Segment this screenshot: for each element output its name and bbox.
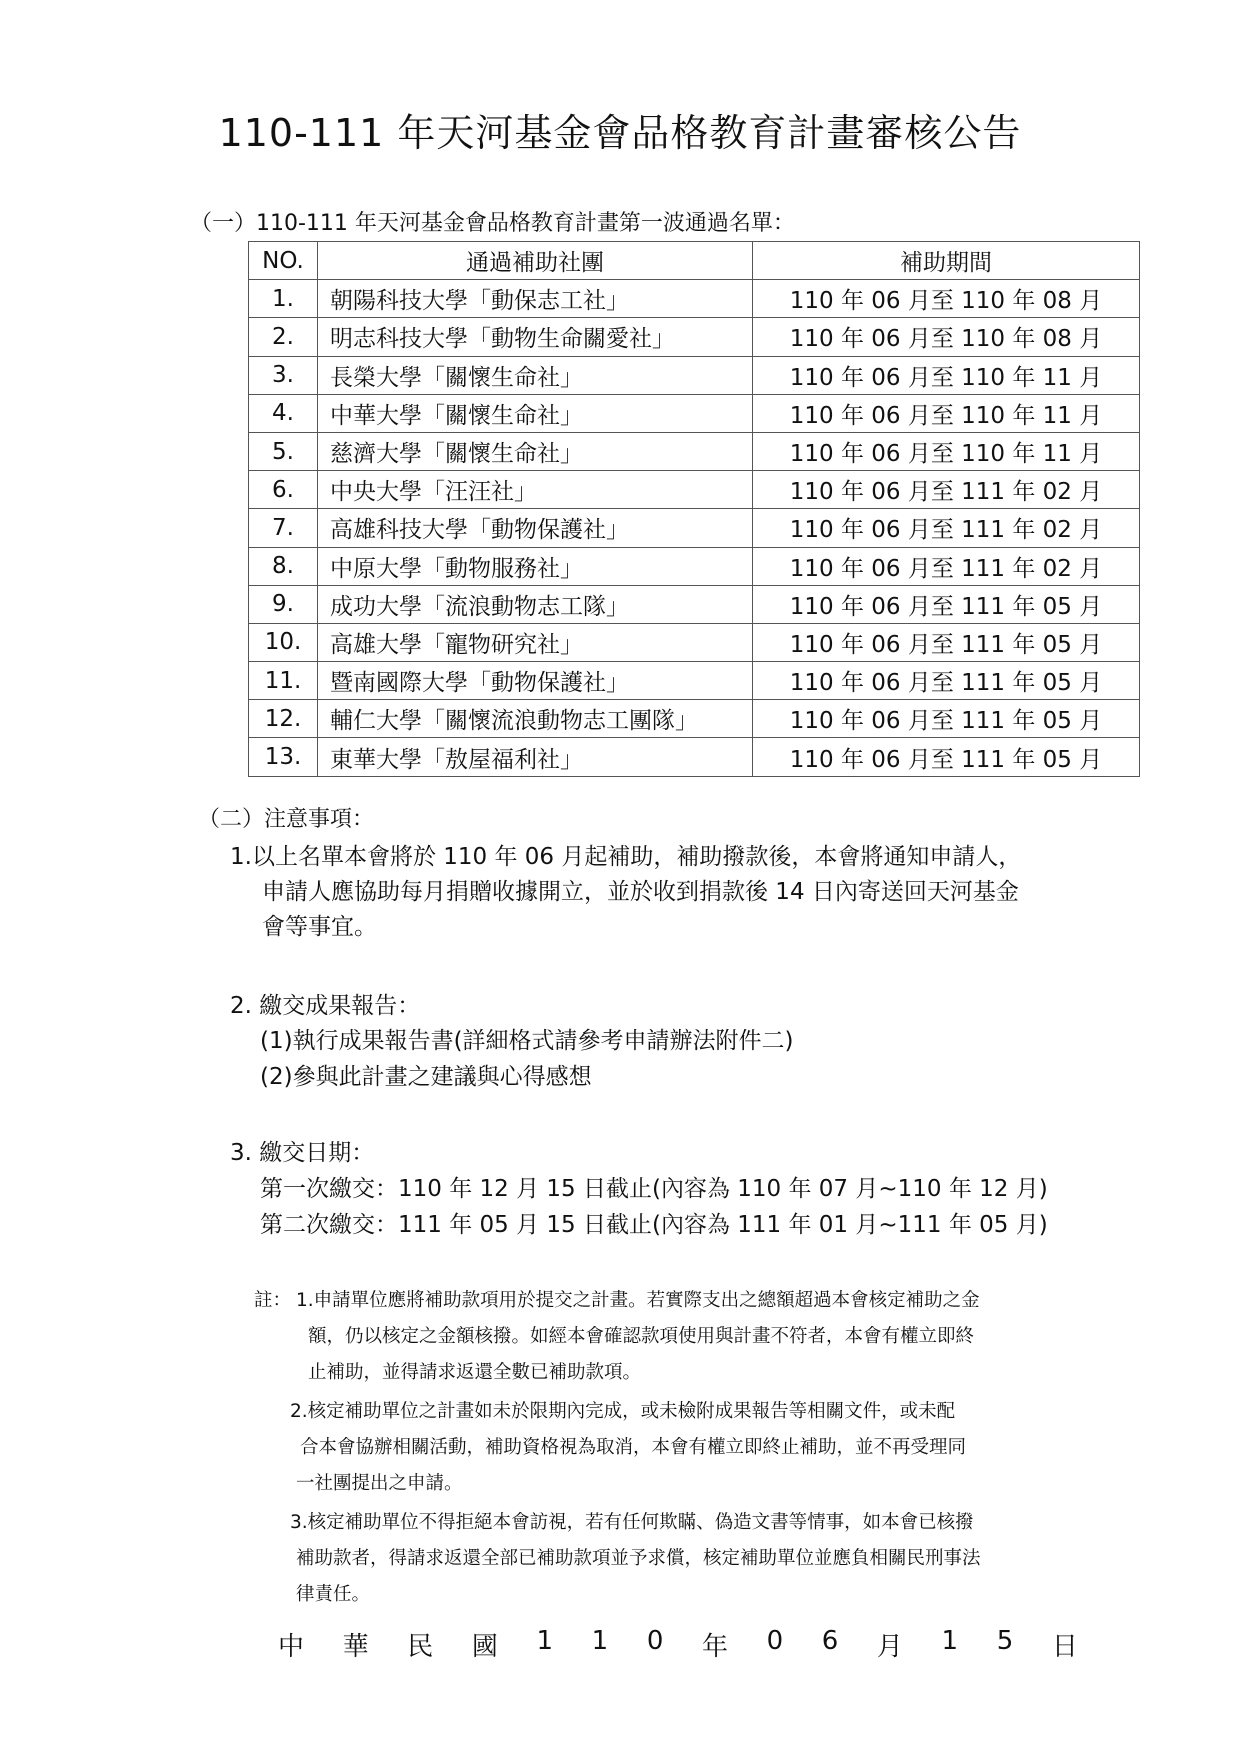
signoff-char: 中 (278, 1632, 305, 1662)
row-period: 110 年 06 月至 111 年 05 月 (753, 738, 1140, 776)
section2-heading: （二）注意事項： (198, 807, 375, 832)
row-club: 高雄大學「寵物研究社」 (318, 623, 753, 661)
signoff-char: 月 (876, 1632, 903, 1662)
row-club: 成功大學「流浪動物志工隊」 (318, 585, 753, 623)
row-club: 中華大學「關懷生命社」 (318, 394, 753, 432)
row-no: 13. (249, 738, 318, 776)
section1-heading: （一）110-111 年天河基金會品格教育計畫第一波通過名單： (190, 211, 795, 236)
header-club: 通過補助社團 (318, 242, 753, 280)
table-row (249, 318, 1140, 356)
item2-line2: (2)參與此計畫之建議與心得感想 (260, 1064, 592, 1090)
table-row (249, 662, 1140, 700)
row-club: 慈濟大學「關懷生命社」 (318, 432, 753, 470)
row-period: 110 年 06 月至 111 年 02 月 (753, 509, 1140, 547)
approved-clubs-table (248, 241, 1140, 777)
row-club: 朝陽科技大學「動保志工社」 (318, 280, 753, 318)
row-no: 2. (249, 318, 318, 356)
signoff-char: 1 (591, 1626, 609, 1656)
header-no: NO. (249, 242, 318, 280)
table-row (249, 394, 1140, 432)
row-no: 7. (249, 509, 318, 547)
note-line: 律責任。 (296, 1584, 371, 1605)
table-row (249, 280, 1140, 318)
table-row (249, 432, 1140, 470)
row-no: 8. (249, 547, 318, 585)
header-period: 補助期間 (753, 242, 1140, 280)
note-line: 止補助，並得請求返還全數已補助款項。 (308, 1362, 642, 1383)
row-club: 中央大學「汪汪社」 (318, 471, 753, 509)
table-row (249, 738, 1140, 776)
note-line: 補助款者，得請求返還全部已補助款項並予求償，核定補助單位並應負相關民刑事法 (296, 1548, 981, 1569)
item3-line2: 第二次繳交：111 年 05 月 15 日截止(內容為 111 年 01 月~111 年 05 月) (260, 1212, 1048, 1238)
row-no: 1. (249, 280, 318, 318)
row-period: 110 年 06 月至 111 年 05 月 (753, 585, 1140, 623)
note-line: 一社團提出之申請。 (296, 1473, 463, 1494)
row-no: 9. (249, 585, 318, 623)
row-club: 暨南國際大學「動物保護社」 (318, 662, 753, 700)
signoff-char: 0 (646, 1626, 664, 1656)
table-header-row (249, 242, 1140, 280)
item3-line1: 第一次繳交：110 年 12 月 15 日截止(內容為 110 年 07 月~110 年 12 月) (260, 1176, 1048, 1202)
row-club: 高雄科技大學「動物保護社」 (318, 509, 753, 547)
item1-line2: 申請人應協助每月捐贈收據開立，並於收到捐款後 14 日內寄送回天河基金 (262, 879, 1019, 905)
signoff-char: 民 (407, 1632, 434, 1662)
row-club: 長榮大學「關懷生命社」 (318, 356, 753, 394)
row-no: 5. (249, 432, 318, 470)
row-period: 110 年 06 月至 110 年 11 月 (753, 356, 1140, 394)
row-period: 110 年 06 月至 110 年 11 月 (753, 394, 1140, 432)
note-line: 額，仍以核定之金額核撥。如經本會確認款項使用與計畫不符者，本會有權立即終 (308, 1326, 975, 1347)
row-no: 10. (249, 623, 318, 661)
row-no: 3. (249, 356, 318, 394)
signoff-char: 國 (471, 1632, 498, 1662)
signoff-char: 1 (941, 1626, 959, 1656)
row-no: 11. (249, 662, 318, 700)
row-period: 110 年 06 月至 111 年 05 月 (753, 700, 1140, 738)
item1-line1: 1.以上名單本會將於 110 年 06 月起補助，補助撥款後，本會將通知申請人， (230, 844, 1022, 870)
row-period: 110 年 06 月至 111 年 05 月 (753, 662, 1140, 700)
row-period: 110 年 06 月至 110 年 08 月 (753, 280, 1140, 318)
row-no: 4. (249, 394, 318, 432)
signoff-char: 0 (766, 1626, 784, 1656)
row-period: 110 年 06 月至 111 年 02 月 (753, 547, 1140, 585)
note-line: 3.核定補助單位不得拒絕本會訪視，若有任何欺瞞、偽造文書等情事，如本會已核撥 (290, 1512, 974, 1533)
item2-line1: (1)執行成果報告書(詳細格式請參考申請辦法附件二) (260, 1028, 794, 1054)
row-club: 明志科技大學「動物生命關愛社」 (318, 318, 753, 356)
note-line: 合本會協辦相關活動，補助資格視為取消，本會有權立即終止補助，並不再受理同 (300, 1437, 967, 1458)
item1-line3: 會等事宜。 (262, 914, 377, 940)
item2-heading: 2. 繳交成果報告： (230, 993, 421, 1019)
signoff-char: 1 (536, 1626, 554, 1656)
date-signoff (278, 1626, 1078, 1663)
row-period: 110 年 06 月至 111 年 02 月 (753, 471, 1140, 509)
item3-heading: 3. 繳交日期： (230, 1140, 375, 1166)
note-line: 1.申請單位應將補助款項用於提交之計畫。若實際支出之總額超過本會核定補助之金 (296, 1290, 980, 1311)
signoff-char: 華 (342, 1632, 369, 1662)
row-club: 東華大學「敖屋福利社」 (318, 738, 753, 776)
signoff-char: 年 (701, 1632, 728, 1662)
table-row (249, 585, 1140, 623)
row-period: 110 年 06 月至 110 年 08 月 (753, 318, 1140, 356)
page-title: 110-111 年天河基金會品格教育計畫審核公告 (218, 111, 1022, 155)
table-row (249, 700, 1140, 738)
table-row (249, 471, 1140, 509)
row-period: 110 年 06 月至 110 年 11 月 (753, 432, 1140, 470)
row-club: 輔仁大學「關懷流浪動物志工團隊」 (318, 700, 753, 738)
row-club: 中原大學「動物服務社」 (318, 547, 753, 585)
table-row (249, 623, 1140, 661)
row-period: 110 年 06 月至 111 年 05 月 (753, 623, 1140, 661)
row-no: 6. (249, 471, 318, 509)
note-line: 2.核定補助單位之計畫如未於限期內完成，或未檢附成果報告等相關文件，或未配 (290, 1401, 956, 1422)
table-row (249, 547, 1140, 585)
row-no: 12. (249, 700, 318, 738)
signoff-char: 5 (996, 1626, 1014, 1656)
table-row (249, 509, 1140, 547)
signoff-char: 6 (821, 1626, 839, 1656)
notes-label: 註： (254, 1290, 292, 1311)
signoff-char: 日 (1051, 1632, 1078, 1662)
table-row (249, 356, 1140, 394)
